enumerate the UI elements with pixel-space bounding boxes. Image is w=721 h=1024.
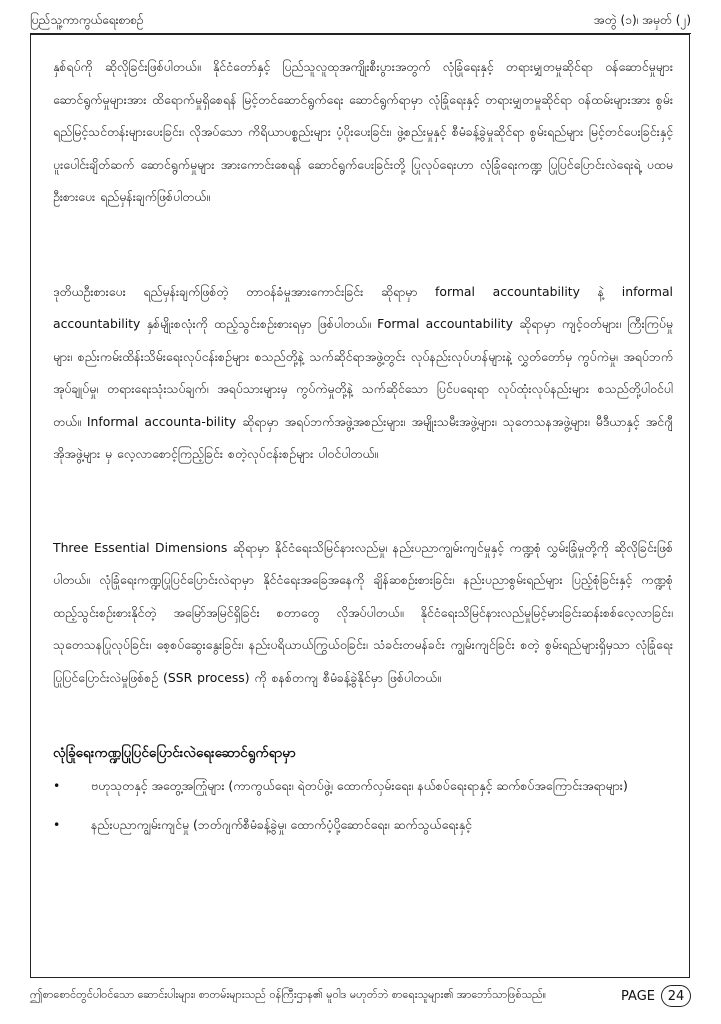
- footer-disclaimer: ဤစာစောင်တွင်ပါဝင်သော ဆောင်းပါးများ၊ စာတမ်းများသည် ဝန်ကြီးဌာန၏ မူဝါဒ မဟုတ်ဘဲ စာရေးသူများ၏ အာဘော်သာဖြစ်သည်။: [30, 988, 547, 1001]
- page-number-badge: 24: [661, 985, 691, 1007]
- page-footer: [30, 982, 691, 1010]
- bullet-item: [53, 809, 673, 842]
- content-frame: [30, 34, 690, 978]
- bullet-marker: •: [53, 816, 61, 832]
- header-volume-number: အတွဲ (၁)၊ အမှတ် (၂): [594, 13, 691, 27]
- paragraph-2: ဒုတိယဦးစားပေး ရည်မှန်းချက်ဖြစ်တဲ့ တာဝန်ခံမှုအားကောင်းခြင်း ဆိုရာမှာ formal accountability နဲ့ informal accountability နှစ်မျိုးစလုံးကို ထည့်သွင်းစဥ်းစားရမှာ ဖြစ်ပါတယ်။ Formal accountability ဆိုရာမှာ ကျင့်ဝတ်များ၊ ကြီးကြပ်မှုများ၊ စည်းကမ်းထိန်းသိမ်းရေးလုပ်ငန်းစဥ်များ စသည်တို့နဲ့ သက်ဆိုင်ရာအဖွဲ့တွင်း လုပ်နည်းလုပ်ဟန်များနဲ့ လွှတ်တော်မှ ကွပ်ကဲမှု၊ အရပ်ဘက် အုပ်ချုပ်မှု၊ တရားရေးသုံးသပ်ချက်၊ အရပ်သားများမှ ကွပ်ကဲမှုတို့နဲ့ သက်ဆိုင်သော ပြင်ပရေးရာ လုပ်ထုံးလုပ်နည်းများ စသည်တို့ပါဝင်ပါတယ်။ Informal accounta-bility ဆိုရာမှာ အရပ်ဘက်အဖွဲ့အစည်းများ၊ အမျိုးသမီးအဖွဲ့များ၊ သုတေသနအဖွဲ့များ၊ မီဒီယာနှင့် အင်ဂျီအိုအဖွဲ့များ မှ လေ့လာစောင့်ကြည့်ခြင်း စတဲ့လုပ်ငန်းစဥ်များ ပါဝင်ပါတယ်။: [53, 283, 673, 461]
- section-heading: လုံခြုံရေးကဏ္ဍပြုပြင်ပြောင်းလဲရေးဆောင်ရွက်ရာမှာ: [53, 745, 296, 761]
- bullet-item: [53, 770, 673, 803]
- page-indicator: [621, 985, 691, 1007]
- header-publication-title: ပြည်သူ့ကာကွယ်ရေးစာစဥ်: [30, 13, 144, 27]
- paragraph-3: Three Essential Dimensions ဆိုရာမှာ နိုင်ငံရေးသိမြင်နားလည်မှု၊ နည်းပညာကျွမ်းကျင်မှုနှင့် ကဏ္ဍစုံ လွှမ်းခြုံမှုတို့ကို ဆိုလိုခြင်းဖြစ်ပါတယ်။ လုံခြုံရေးကဏ္ဍပြုပြင်ပြောင်းလဲရာမှာ နိုင်ငံရေးအခြေအနေကို ချိန်ဆစဥ်းစားခြင်း၊ နည်းပညာစွမ်းရည်များ ပြည့်စုံခြင်းနှင့် ကဏ္ဍစုံ ထည့်သွင်းစဥ်းစားနိုင်တဲ့ အမြော်အမြင်ရှိခြင်း စတာတွေ လိုအပ်ပါတယ်။ နိုင်ငံရေးသိမြင်နားလည်မှုမြင့်မားခြင်းဆန်းစစ်လေ့လာခြင်း၊ သုတေသနပြုလုပ်ခြင်း၊ စေ့စပ်ဆွေးနွေးခြင်း၊ နည်းပရိယာယ်ကြွယ်ဝခြင်း၊ သံခင်းတမန်ခင်း ကျွမ်းကျင်ခြင်း စတဲ့ စွမ်းရည်များရှိမှသာ လုံခြုံရေးပြုပြင်ပြောင်းလဲမှုဖြစ်စဥ် (SSR process) ကို စနစ်တကျ စီမံခန့်ခွဲနိုင်မှာ ဖြစ်ပါတယ်။: [53, 539, 673, 685]
- page-header: [30, 6, 691, 34]
- paragraph-1: နှစ်ရပ်ကို ဆိုလိုခြင်းဖြစ်ပါတယ်။ နိုင်ငံတော်နှင့် ပြည်သူလူထုအကျိုးစီးပွားအတွက် လုံခြုံရေးနှင့် တရားမျှတမှုဆိုင်ရာ ဝန်ဆောင်မှုများ ဆောင်ရွက်မှုများအား ထိရောက်မှုရှိစေရန် မြင့်တင်ဆောင်ရွက်ရေး ဆောင်ရွက်ရာမှာ လုံခြုံရေးနှင့် တရားမျှတမှုဆိုင်ရာ ဝန်ထမ်းများအား စွမ်းရည်မြင့်သင်တန်းများပေးခြင်း၊ လိုအပ်သော ကိရိယာပစ္စည်းများ ပံ့ပိုးပေးခြင်း၊ ဖွဲ့စည်းမှုနှင့် စီမံခန့်ခွဲမှုဆိုင်ရာ စွမ်းရည်များ မြင့်တင်ပေးခြင်းနှင့် ပူးပေါင်းချိတ်ဆက် ဆောင်ရွက်မှုများ အားကောင်းစေရန် ဆောင်ရွက်ပေးခြင်းတို့ ပြုလုပ်ရေးဟာ လုံခြုံရေးကဏ္ဍ ပြုပြင်ပြောင်းလဲရေးရဲ့ ပထမဦးစားပေး ရည်မှန်းချက်ဖြစ်ပါတယ်။: [53, 59, 673, 204]
- bullet-list: [53, 770, 673, 841]
- bullet-text: နည်းပညာကျွမ်းကျင်မှု (ဘတ်ဂျက်စီမံခန့်ခွဲမှု၊ ထောက်ပံ့ပို့ဆောင်ရေး၊ ဆက်သွယ်ရေးနှင့်: [91, 816, 472, 832]
- page-label: PAGE: [621, 988, 655, 1004]
- bullet-text: ဗဟုသုတနှင့် အတွေ့အကြုံများ (ကာကွယ်ရေး၊ ရဲတပ်ဖွဲ့၊ ထောက်လှမ်းရေး၊ နယ်စပ်ရေးရာနှင့် ဆက်စပ်အကြောင်းအရာများ): [91, 778, 628, 793]
- bullet-marker: •: [53, 778, 61, 793]
